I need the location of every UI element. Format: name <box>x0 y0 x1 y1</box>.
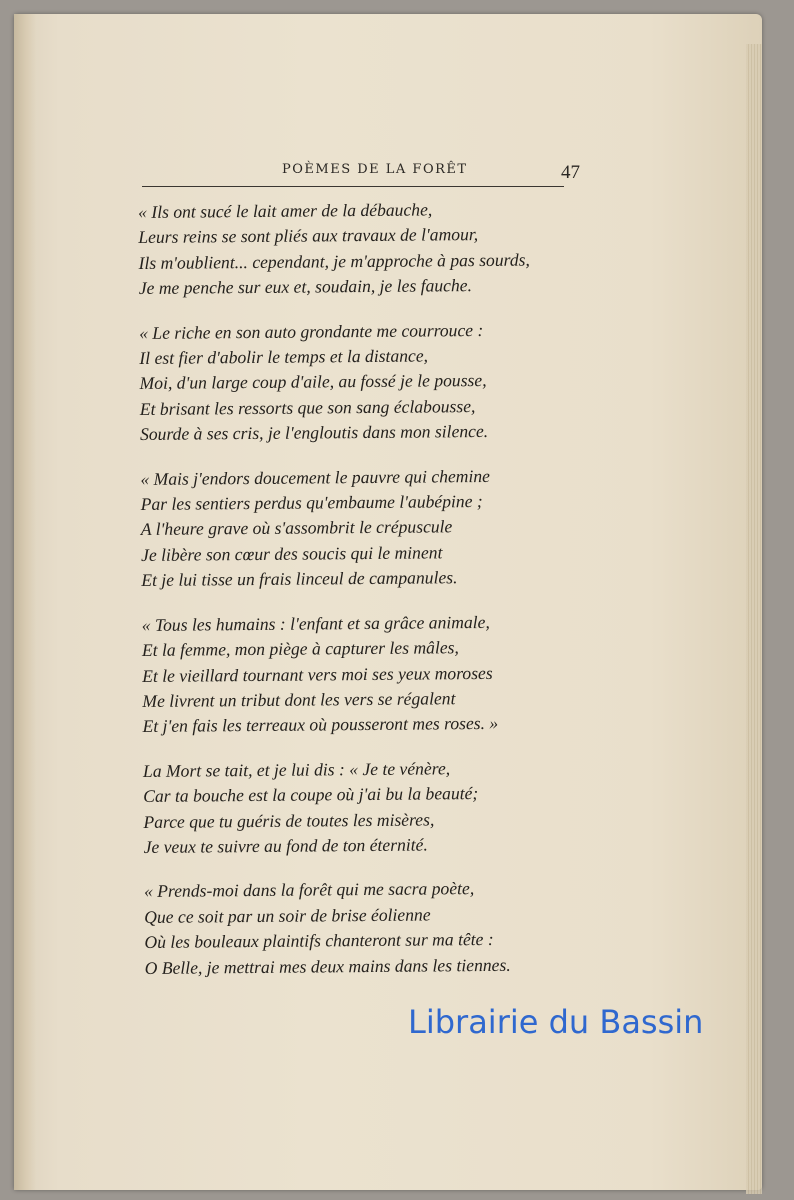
poem-line: Parce que tu guéris de toutes les misères, <box>143 808 435 832</box>
poem-line: Et je lui tisse un frais linceul de campanules. <box>141 567 458 591</box>
poem-line: « Ils ont sucé le lait amer de la débauche, <box>138 199 433 222</box>
stanza-3 <box>140 463 611 594</box>
poem-line: Me livrent un tribut dont les vers se régalent <box>142 688 456 711</box>
page-edges <box>746 44 762 1194</box>
poem-line: « Le riche en son auto grondante me courrouce : <box>139 319 484 343</box>
poem-line: Moi, d'un large coup d'aile, au fossé je le pousse, <box>139 370 487 394</box>
stanza-5 <box>143 755 614 861</box>
poem-line: « Mais j'endors doucement le pauvre qui chemine <box>140 465 491 489</box>
poem-line: Ils m'oublient... cependant, je m'approche à pas sourds, <box>138 249 530 273</box>
poem-line: Je libère son cœur des soucis qui le minent <box>141 542 443 565</box>
stanza-6 <box>144 875 615 981</box>
poem-line: Sourde à ses cris, je l'engloutis dans mon silence. <box>139 421 489 445</box>
header-rule <box>142 186 564 187</box>
poem-line: Et brisant les ressorts que son sang éclabousse, <box>139 395 476 419</box>
poem-line: Je me penche sur eux et, soudain, je les fauche. <box>138 275 473 299</box>
stanza-2 <box>139 317 610 448</box>
poem-line: Je veux te suivre au fond de ton éternité. <box>143 834 428 857</box>
running-title: POÈMES DE LA FORÊT <box>282 162 468 177</box>
poem-line: Car ta bouche est la coupe où j'ai bu la beauté; <box>143 783 479 807</box>
poem-line: Et la femme, mon piège à capturer les mâles, <box>141 637 459 661</box>
page-gutter <box>14 14 36 1190</box>
poem-line: Par les sentiers perdus qu'embaume l'aubépine ; <box>140 491 483 515</box>
watermark-text: Librairie du Bassin <box>408 1003 704 1041</box>
running-head <box>142 158 582 190</box>
poem-line: Que ce soit par un soir de brise éolienne <box>144 904 431 927</box>
page-number: 47 <box>561 162 580 183</box>
poem-line: Où les bouleaux plaintifs chanteront sur ma tête : <box>144 929 494 953</box>
stanza-1 <box>138 196 609 302</box>
poem-body <box>138 196 615 1000</box>
poem-line: « Prends-moi dans la forêt qui me sacra poète, <box>143 878 475 902</box>
poem-line: Leurs reins se sont pliés aux travaux de l'amour, <box>138 224 479 248</box>
poem-line: Il est fier d'abolir le temps et la distance, <box>139 345 429 369</box>
stanza-4 <box>142 609 613 740</box>
poem-line: Et le vieillard tournant vers moi ses yeux moroses <box>142 662 493 686</box>
poem-line: A l'heure grave où s'assombrit le crépuscule <box>140 516 453 540</box>
poem-line: O Belle, je mettrai mes deux mains dans les tiennes. <box>144 954 511 978</box>
poem-line: Et j'en fais les terreaux où pousseront mes roses. » <box>142 713 499 737</box>
poem-line: La Mort se tait, et je lui dis : « Je te vénère, <box>142 758 451 781</box>
poem-line: « Tous les humains : l'enfant et sa grâce animale, <box>141 611 490 635</box>
